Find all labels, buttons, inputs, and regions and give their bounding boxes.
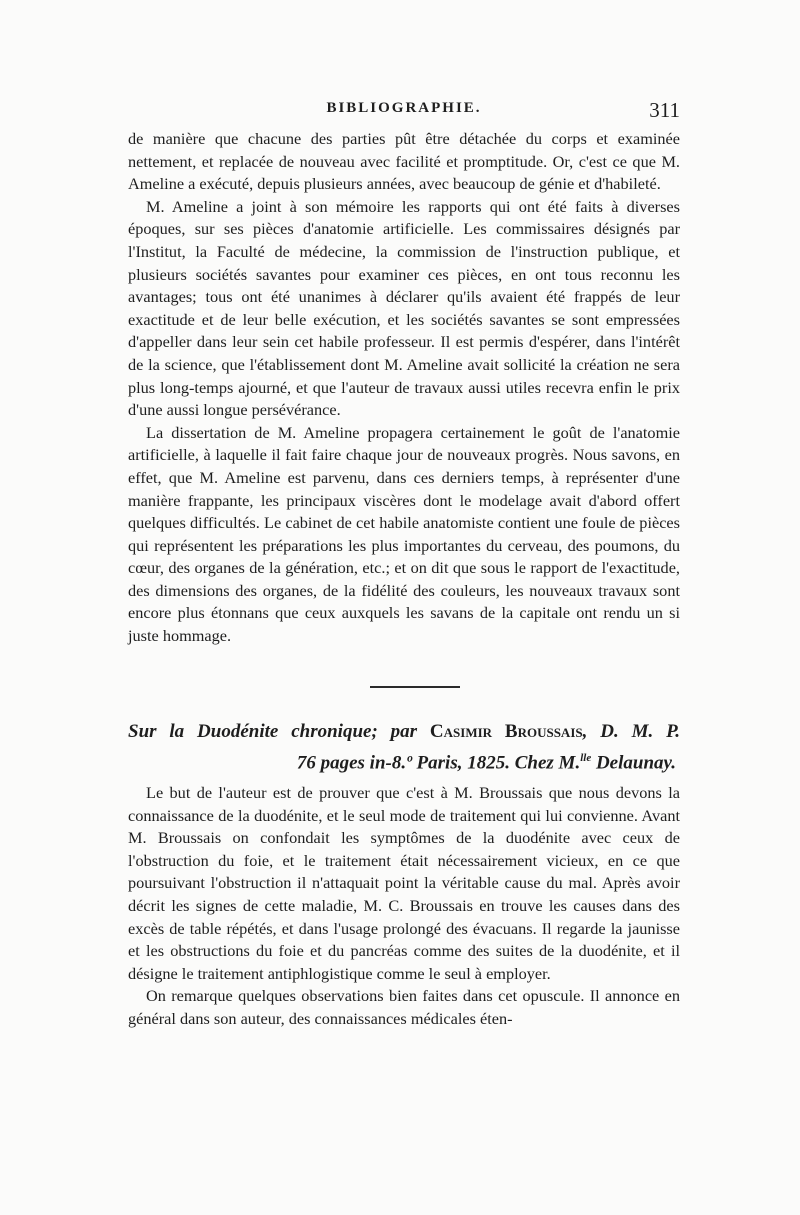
paragraph: de manière que chacune des parties pût être détachée du corps et examinée nettement, et replacée de nouveau avec facilité et promptitude. Or, c'est ce que M. Ameline a exécuté, depuis plusieurs années, avec beaucoup de génie et d'habileté. [128,129,680,194]
review-title-text: Sur la Duodénite chronique; par [128,721,418,742]
running-head: BIBLIOGRAPHIE. [326,100,482,116]
paragraph: M. Ameline a joint à son mémoire les rapports qui ont été faits à diverses époques, sur ses pièces d'anatomie artificielle. Les commissaires désignés par l'Institut, la Faculté de médecine, la commission de l'instruction publique, et plusieurs sociétés savantes pour examiner ces pièces, en ont tous reconnu les avantages; tous ont été unanimes à déclarer qu'ils avaient été frappés de leur exactitude et de leur belle exécution, et les sociétés savantes se sont empressées d'appeller dans leur sein cet habile professeur. Il est permis d'espérer, dans l'intérêt de la science, que l'établissement dont M. Ameline avait sollicité la création ne sera plus long-temps ajourné, et que l'auteur de travaux aussi utiles recevra enfin le prix d'une aussi longue persévérance. [128,196,680,420]
review-author: Casimir Broussais [429,721,583,742]
paragraph: On remarque quelques observations bien faites dans cet opuscule. Il annonce en général dans son auteur, des connaissances médicales éten- [128,986,680,1028]
review-author-degree: , D. M. P. [582,721,680,742]
page-header [128,98,680,128]
review-body [128,782,680,1031]
review-title-line-2 [128,745,680,776]
paragraph: Le but de l'auteur est de prouver que c'est à M. Broussais que nous devons la connaissance de la duodénite, et le seul mode de traitement qui lui convienne. Avant M. Broussais on confondait les symptômes de la duodénite avec ceux de l'obstruction du foie, et le traitement était nécessairement vicieux, en ce que poursuivant l'obstruction il n'attaquait point la véritable cause du mal. Après avoir décrit les signes de cette maladie, M. C. Broussais en trouve les causes dans des excès de table répétés, et dans l'usage prolongé des évacuans. Il regarde la jaunisse et les obstructions du foie et du pancréas comme des suites de la duodénite, et il désigne le traitement antiphlogistique comme le seul à employer. [128,783,680,983]
review-publisher-title-sup: lle [580,752,592,764]
paragraph: La dissertation de M. Ameline propagera certainement le goût de l'anatomie artificielle, à laquelle il fait faire chaque jour de nouveaux progrès. Nous savons, en effet, que M. Ameline est parvenu, dans ces derniers temps, à représenter d'une manière frappante, les principaux viscères dont le modelage avait d'abord offert quelques difficultés. Le cabinet de cet habile anatomiste contient une foule de pièces qui représentent les préparations les plus importantes du cerveau, des poumons, du cœur, des organes de la génération, etc.; et on dit que sous le rapport de l'exactitude, des dimensions des organes, de la fidélité des couleurs, les nouveaux travaux sont encore plus étonnans que ceux auxquels les savans de la capitale ont rendu un si juste hommage. [128,422,680,646]
review-publisher: Delaunay. [591,752,676,774]
top-article-body [128,128,680,648]
review-publication-details: 76 pages in-8.º Paris, 1825. Chez M. [296,752,581,774]
review-title-line-1 [128,718,680,745]
section-divider [370,686,460,688]
review-title [128,718,680,776]
page-number: 311 [649,98,680,122]
